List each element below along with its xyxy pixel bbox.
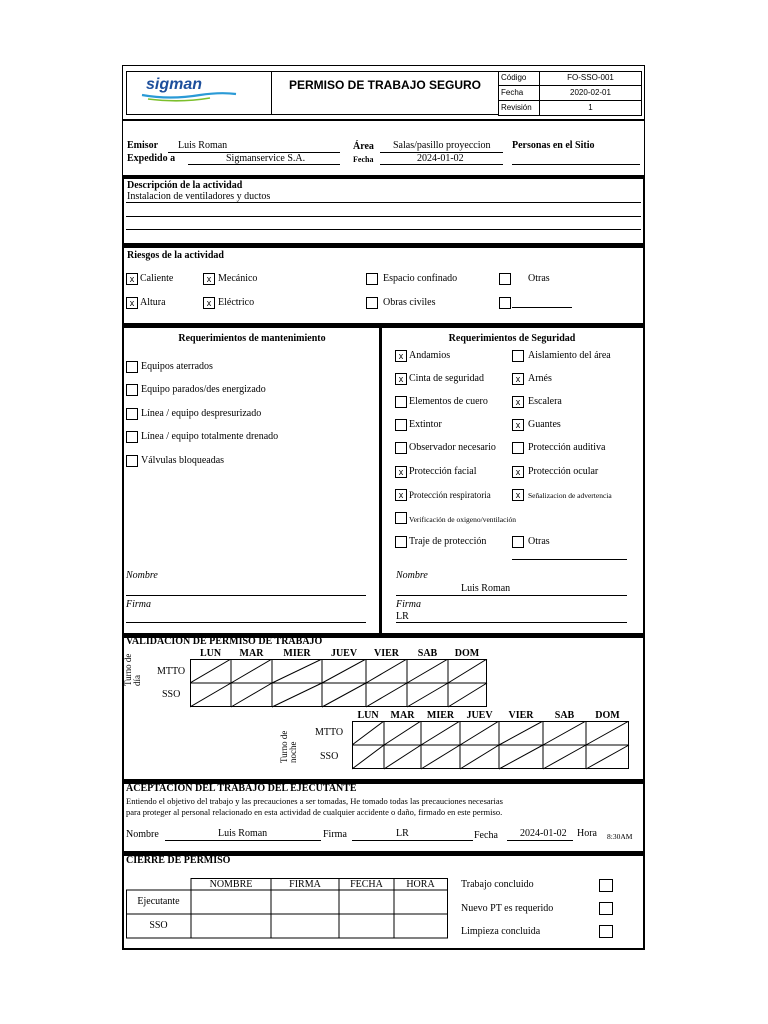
seg-traje-checkbox[interactable] xyxy=(395,536,407,548)
mant-equipo-parados-checkbox[interactable] xyxy=(126,384,138,396)
seg-extintor-checkbox[interactable] xyxy=(395,419,407,431)
riesgo-caliente-label: Caliente xyxy=(140,273,174,284)
seg-guantes-checkbox[interactable]: x xyxy=(512,419,524,431)
sigman-logo xyxy=(140,74,240,104)
acep-hora-label: Hora xyxy=(577,828,597,839)
turno-noche-label: Turno de noche xyxy=(279,730,298,763)
cierre-limpieza-label: Limpieza concluida xyxy=(461,926,541,937)
descripcion-label: Descripción de la actividad xyxy=(127,180,243,191)
riesgos-label: Riesgos de la actividad xyxy=(127,250,224,261)
riesgo-extra-line[interactable] xyxy=(512,307,572,308)
mant-firma-label: Firma xyxy=(126,599,151,610)
seg-cuero-label: Elementos de cuero xyxy=(409,396,488,407)
acep-fecha-value[interactable]: 2024-01-02 xyxy=(520,828,567,839)
seg-respiratoria-checkbox[interactable]: x xyxy=(395,489,407,501)
mant-drenado-checkbox[interactable] xyxy=(126,431,138,443)
seg-firma-value[interactable]: LR xyxy=(396,611,409,622)
seg-andamios-label: Andamios xyxy=(409,350,451,361)
noche-col-lun: LUN xyxy=(357,710,379,721)
seg-respiratoria-label: Protección respiratoria xyxy=(409,490,491,500)
seg-senalizacion-label: Señalizacion de advertencia xyxy=(528,491,612,500)
acep-hora-value[interactable]: 8:30AM xyxy=(607,832,633,841)
acep-nombre-label: Nombre xyxy=(126,829,159,840)
seg-traje-label: Traje de protección xyxy=(409,536,487,547)
seg-facial-label: Protección facial xyxy=(409,466,477,477)
riesgo-electrico-checkbox[interactable]: x xyxy=(203,297,215,309)
expedido-value[interactable]: Sigmanservice S.A. xyxy=(226,153,306,164)
seg-oxigeno-label: Verificación de oxigeno/ventilación xyxy=(409,515,517,524)
seg-oxigeno-checkbox[interactable] xyxy=(395,512,407,524)
seg-auditiva-checkbox[interactable] xyxy=(512,442,524,454)
requerimientos-divider xyxy=(379,326,382,634)
cierre-col-hora: HORA xyxy=(406,879,435,890)
mant-valvulas-label: Válvulas bloqueadas xyxy=(141,455,225,466)
noche-grid xyxy=(352,721,630,770)
mant-despresurizado-label: Línea / equipo despresurizado xyxy=(141,408,262,419)
mant-valvulas-checkbox[interactable] xyxy=(126,455,138,467)
area-value[interactable]: Salas/pasillo proyeccion xyxy=(393,140,491,151)
validacion-title: VALIDACION DE PERMISO DE TRABAJO xyxy=(126,636,323,647)
descripcion-value[interactable]: Instalacion de ventiladores y ductos xyxy=(127,191,271,202)
meta-table xyxy=(498,71,642,116)
seg-escalera-label: Escalera xyxy=(528,396,562,407)
seg-aislamiento-checkbox[interactable] xyxy=(512,350,524,362)
riesgo-mecanico-checkbox[interactable]: x xyxy=(203,273,215,285)
dia-col-vier: VIER xyxy=(373,648,399,659)
dia-grid xyxy=(190,659,488,708)
seg-otras-checkbox[interactable] xyxy=(512,536,524,548)
area-label: Área xyxy=(353,141,374,152)
meta-value-fecha: 2020-02-01 xyxy=(570,88,611,97)
turno-dia-label: Turno de día xyxy=(123,653,142,686)
seg-facial-checkbox[interactable]: x xyxy=(395,466,407,478)
seg-aislamiento-label: Aislamiento del área xyxy=(528,350,611,361)
acep-firma-value[interactable]: LR xyxy=(396,828,409,839)
seg-nombre-line xyxy=(396,595,627,596)
seg-senalizacion-checkbox[interactable]: x xyxy=(512,489,524,501)
riesgo-altura-label: Altura xyxy=(140,297,166,308)
noche-col-vier: VIER xyxy=(508,710,534,721)
seg-nombre-label: Nombre xyxy=(396,570,428,581)
seg-extintor-label: Extintor xyxy=(409,419,442,430)
mant-equipos-aterrados-label: Equipos aterrados xyxy=(141,361,213,372)
mant-equipos-aterrados-checkbox[interactable] xyxy=(126,361,138,373)
dia-col-juev: JUEV xyxy=(330,648,358,659)
seguridad-title: Requerimientos de Seguridad xyxy=(448,333,576,344)
riesgo-otras-label: Otras xyxy=(528,273,550,284)
cierre-nuevo-pt-checkbox[interactable] xyxy=(599,902,613,915)
riesgo-obras-checkbox[interactable] xyxy=(366,297,378,309)
meta-value-revision: 1 xyxy=(588,103,593,112)
seg-guantes-label: Guantes xyxy=(528,419,561,430)
seg-firma-line xyxy=(396,622,627,623)
cierre-title: CIERRE DE PERMISO xyxy=(126,855,231,866)
cierre-trabajo-concluido-label: Trabajo concluido xyxy=(461,879,534,890)
dia-row-mtto-label: MTTO xyxy=(157,666,186,677)
mant-nombre-line[interactable] xyxy=(126,595,366,596)
seg-escalera-checkbox[interactable]: x xyxy=(512,396,524,408)
riesgo-espacio-checkbox[interactable] xyxy=(366,273,378,285)
meta-label-codigo: Código xyxy=(501,73,527,82)
seg-firma-label: Firma xyxy=(396,599,421,610)
seg-andamios-checkbox[interactable]: x xyxy=(395,350,407,362)
seg-ocular-checkbox[interactable]: x xyxy=(512,466,524,478)
cierre-col-fecha: FECHA xyxy=(350,879,383,890)
dia-col-sab: SAB xyxy=(417,648,438,659)
meta-label-revision: Revisión xyxy=(501,103,532,112)
emisor-label: Emisor xyxy=(127,140,159,151)
riesgo-obras-label: Obras civiles xyxy=(383,297,436,308)
riesgo-extra-checkbox[interactable] xyxy=(499,297,511,309)
page-title: PERMISO DE TRABAJO SEGURO xyxy=(288,78,482,92)
seg-observador-checkbox[interactable] xyxy=(395,442,407,454)
acep-nombre-value[interactable]: Luis Roman xyxy=(218,828,268,839)
acep-fecha-label: Fecha xyxy=(474,830,498,841)
noche-col-mier: MIER xyxy=(426,710,455,721)
cierre-col-firma: FIRMA xyxy=(289,879,321,890)
seg-cinta-checkbox[interactable]: x xyxy=(395,373,407,385)
seg-arnes-label: Arnés xyxy=(528,373,552,384)
noche-row-sso-label: SSO xyxy=(320,751,339,762)
dia-col-dom: DOM xyxy=(454,648,480,659)
expedido-label: Expedido a xyxy=(127,153,176,164)
noche-col-mar: MAR xyxy=(390,710,415,721)
aceptacion-text-1: Entiendo el objetivo del trabajo y las precauciones a ser tomadas, He tomado todas las precauciones necesarias xyxy=(126,796,503,806)
cierre-nuevo-pt-label: Nuevo PT es requerido xyxy=(461,903,554,914)
seg-otras-line[interactable] xyxy=(512,559,627,560)
seg-nombre-value[interactable]: Luis Roman xyxy=(461,583,511,594)
mant-firma-line[interactable] xyxy=(126,622,366,623)
cierre-col-nombre: NOMBRE xyxy=(209,879,253,890)
seg-auditiva-label: Protección auditiva xyxy=(528,442,606,453)
seg-arnes-checkbox[interactable]: x xyxy=(512,373,524,385)
riesgo-caliente-checkbox[interactable]: x xyxy=(126,273,138,285)
mantenimiento-title: Requerimientos de mantenimiento xyxy=(178,333,326,344)
seg-cinta-label: Cinta de seguridad xyxy=(409,373,484,384)
meta-value-codigo: FO-SSO-001 xyxy=(567,73,614,82)
riesgo-otras-checkbox[interactable] xyxy=(499,273,511,285)
riesgo-electrico-label: Eléctrico xyxy=(218,297,255,308)
dia-col-lun: LUN xyxy=(199,648,222,659)
cierre-row-sso: SSO xyxy=(149,920,168,931)
seg-ocular-label: Protección ocular xyxy=(528,466,599,477)
noche-col-sab: SAB xyxy=(554,710,575,721)
mant-drenado-label: Línea / equipo totalmente drenado xyxy=(141,431,279,442)
cierre-row-ejecutante: Ejecutante xyxy=(137,896,180,907)
noche-col-dom: DOM xyxy=(595,710,620,721)
acep-firma-label: Firma xyxy=(323,829,347,840)
aceptacion-text-2: para proteger al personal relacionado en esta actividad de cualquier accidente o daño, firmado en este permiso. xyxy=(126,807,503,817)
fecha-value[interactable]: 2024-01-02 xyxy=(417,153,464,164)
mant-equipo-parados-label: Equipo parados/des energizado xyxy=(141,384,266,395)
riesgo-altura-checkbox[interactable]: x xyxy=(126,297,138,309)
seg-observador-label: Observador necesario xyxy=(409,442,496,453)
aceptacion-title: ACEPTACION DEL TRABAJO DEL EJECUTANTE xyxy=(126,783,357,794)
seg-otras-label: Otras xyxy=(528,536,550,547)
cierre-limpieza-checkbox[interactable] xyxy=(599,925,613,938)
riesgo-mecanico-label: Mecánico xyxy=(218,273,258,284)
riesgo-espacio-label: Espacio confinado xyxy=(383,273,458,284)
noche-col-juev: JUEV xyxy=(466,710,493,721)
cierre-trabajo-concluido-checkbox[interactable] xyxy=(599,879,613,892)
meta-label-fecha: Fecha xyxy=(501,88,524,97)
fecha-label: Fecha xyxy=(353,155,374,164)
mant-nombre-label: Nombre xyxy=(126,570,158,581)
noche-row-mtto-label: MTTO xyxy=(315,727,344,738)
mant-despresurizado-checkbox[interactable] xyxy=(126,408,138,420)
emisor-value[interactable]: Luis Roman xyxy=(178,140,228,151)
dia-row-sso-label: SSO xyxy=(162,689,181,700)
seg-cuero-checkbox[interactable] xyxy=(395,396,407,408)
dia-col-mier: MIER xyxy=(283,648,311,659)
dia-col-mar: MAR xyxy=(239,648,264,659)
logo-text: sigman xyxy=(146,76,203,93)
personas-label: Personas en el Sitio xyxy=(512,140,595,151)
